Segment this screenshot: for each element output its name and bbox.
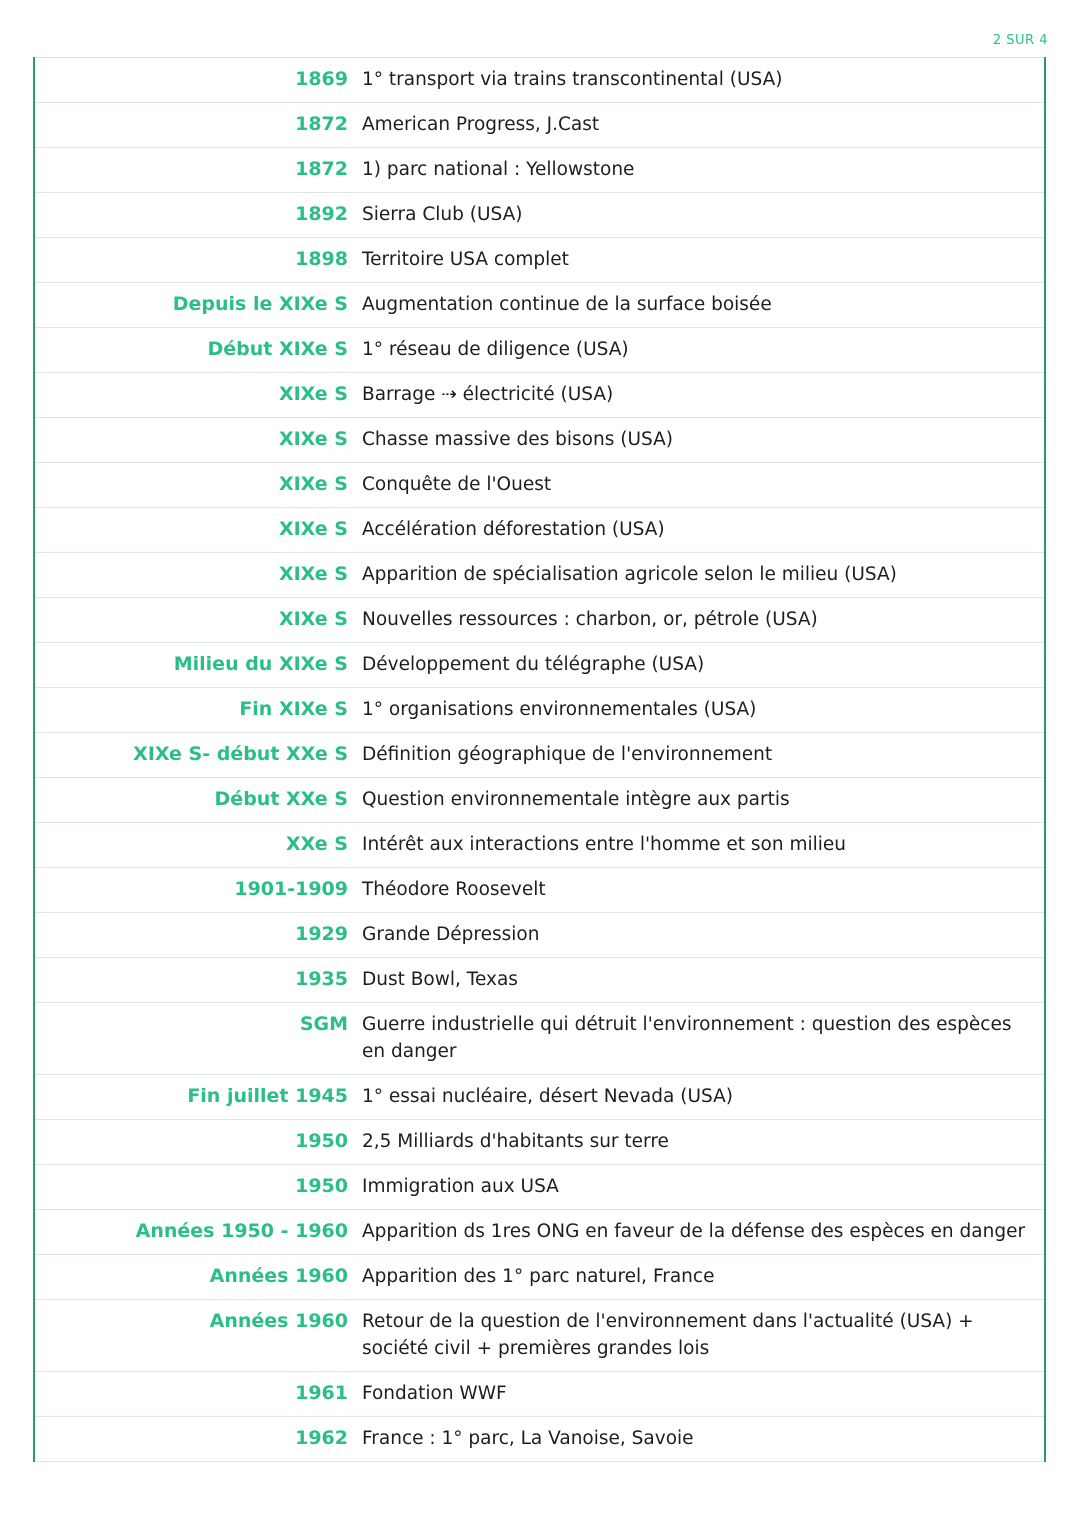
timeline-date: 1961 bbox=[295, 1382, 348, 1404]
timeline-event: Conquête de l'Ouest bbox=[362, 474, 552, 495]
timeline-date: XIXe S bbox=[278, 383, 348, 405]
timeline-date: XIXe S bbox=[278, 518, 348, 540]
timeline-row bbox=[35, 688, 1044, 733]
timeline-event: Définition géographique de l'environnement bbox=[362, 744, 773, 765]
timeline-event: Question environnementale intègre aux partis bbox=[362, 789, 790, 810]
timeline-row bbox=[35, 1210, 1044, 1255]
timeline-event: Apparition ds 1res ONG en faveur de la défense des espèces en danger bbox=[362, 1221, 1026, 1242]
timeline-event: Grande Dépression bbox=[362, 924, 540, 945]
timeline-row bbox=[35, 553, 1044, 598]
timeline-row bbox=[35, 328, 1044, 373]
timeline-date: 1929 bbox=[295, 923, 348, 945]
timeline-row bbox=[35, 1372, 1044, 1417]
timeline-event: Sierra Club (USA) bbox=[362, 204, 523, 225]
timeline-date: 1962 bbox=[295, 1427, 348, 1449]
timeline-row bbox=[35, 1003, 1044, 1075]
timeline-event: Nouvelles ressources : charbon, or, pétrole (USA) bbox=[362, 609, 818, 630]
page-number: 2 SUR 4 bbox=[992, 33, 1048, 48]
timeline-event: American Progress, J.Cast bbox=[362, 114, 600, 135]
timeline-date: XXe S bbox=[286, 833, 348, 855]
timeline-date: Depuis le XIXe S bbox=[172, 293, 348, 315]
timeline-row bbox=[35, 283, 1044, 328]
timeline-event: Développement du télégraphe (USA) bbox=[362, 654, 705, 675]
timeline-row bbox=[35, 1165, 1044, 1210]
timeline-row bbox=[35, 1417, 1044, 1462]
timeline-event: 1) parc national : Yellowstone bbox=[362, 159, 635, 180]
timeline-date: XIXe S- début XXe S bbox=[133, 743, 348, 765]
timeline-date: 1872 bbox=[295, 113, 348, 135]
timeline-date: Fin XIXe S bbox=[239, 698, 348, 720]
timeline-row bbox=[35, 463, 1044, 508]
timeline-event: 1° réseau de diligence (USA) bbox=[362, 339, 629, 360]
timeline-row bbox=[35, 103, 1044, 148]
timeline-date: Années 1960 bbox=[209, 1265, 348, 1287]
timeline-row bbox=[35, 1300, 1044, 1372]
timeline-event: Chasse massive des bisons (USA) bbox=[362, 429, 673, 450]
timeline-date: XIXe S bbox=[278, 473, 348, 495]
timeline-row bbox=[35, 598, 1044, 643]
timeline-date: 1872 bbox=[295, 158, 348, 180]
timeline-event: Barrage ⇢ électricité (USA) bbox=[362, 384, 614, 405]
timeline-row bbox=[35, 778, 1044, 823]
timeline-event: Territoire USA complet bbox=[362, 249, 569, 270]
timeline-date: Début XIXe S bbox=[207, 338, 348, 360]
timeline-event: Retour de la question de l'environnement dans l'actualité (USA) + société civil + premières grandes lois bbox=[362, 1311, 974, 1359]
timeline-event: Intérêt aux interactions entre l'homme et son milieu bbox=[362, 834, 847, 855]
timeline-row bbox=[35, 643, 1044, 688]
timeline-event: Théodore Roosevelt bbox=[362, 879, 546, 900]
timeline-row bbox=[35, 238, 1044, 283]
timeline-event: Apparition de spécialisation agricole selon le milieu (USA) bbox=[362, 564, 897, 585]
timeline-row bbox=[35, 508, 1044, 553]
timeline-event: Augmentation continue de la surface boisée bbox=[362, 294, 772, 315]
timeline-date: SGM bbox=[299, 1013, 348, 1035]
timeline-row bbox=[35, 1075, 1044, 1120]
timeline-date: Début XXe S bbox=[214, 788, 348, 810]
timeline-date: 1935 bbox=[295, 968, 348, 990]
timeline-date: 1892 bbox=[295, 203, 348, 225]
timeline-row bbox=[35, 733, 1044, 778]
timeline-event: 2,5 Milliards d'habitants sur terre bbox=[362, 1131, 669, 1152]
timeline-date: 1869 bbox=[295, 68, 348, 90]
timeline-row bbox=[35, 958, 1044, 1003]
timeline-row bbox=[35, 418, 1044, 463]
timeline-table bbox=[33, 57, 1046, 1462]
timeline-event: France : 1° parc, La Vanoise, Savoie bbox=[362, 1428, 694, 1449]
timeline-event: 1° organisations environnementales (USA) bbox=[362, 699, 757, 720]
timeline-date: Années 1950 - 1960 bbox=[135, 1220, 348, 1242]
timeline-row bbox=[35, 1120, 1044, 1165]
timeline-event: Dust Bowl, Texas bbox=[362, 969, 518, 990]
timeline-date: XIXe S bbox=[278, 608, 348, 630]
timeline-row bbox=[35, 823, 1044, 868]
timeline-event: Guerre industrielle qui détruit l'environnement : question des espèces en danger bbox=[362, 1014, 1012, 1062]
timeline-row bbox=[35, 913, 1044, 958]
timeline-date: XIXe S bbox=[278, 428, 348, 450]
timeline-row bbox=[35, 868, 1044, 913]
timeline-event: 1° transport via trains transcontinental (USA) bbox=[362, 69, 783, 90]
timeline-date: 1901-1909 bbox=[234, 878, 348, 900]
timeline-date: XIXe S bbox=[278, 563, 348, 585]
timeline-date: Fin juillet 1945 bbox=[187, 1085, 348, 1107]
timeline-date: Années 1960 bbox=[209, 1310, 348, 1332]
timeline-date: 1898 bbox=[295, 248, 348, 270]
timeline-date: 1950 bbox=[295, 1130, 348, 1152]
timeline-event: Apparition des 1° parc naturel, France bbox=[362, 1266, 715, 1287]
timeline-event: Immigration aux USA bbox=[362, 1176, 559, 1197]
timeline-event: Fondation WWF bbox=[362, 1383, 507, 1404]
timeline-row bbox=[35, 148, 1044, 193]
timeline-row bbox=[35, 1255, 1044, 1300]
timeline-row bbox=[35, 373, 1044, 418]
timeline-event: 1° essai nucléaire, désert Nevada (USA) bbox=[362, 1086, 733, 1107]
timeline-row bbox=[35, 193, 1044, 238]
timeline-row bbox=[35, 57, 1044, 103]
timeline-event: Accélération déforestation (USA) bbox=[362, 519, 665, 540]
timeline-date: Milieu du XIXe S bbox=[173, 653, 348, 675]
timeline-date: 1950 bbox=[295, 1175, 348, 1197]
